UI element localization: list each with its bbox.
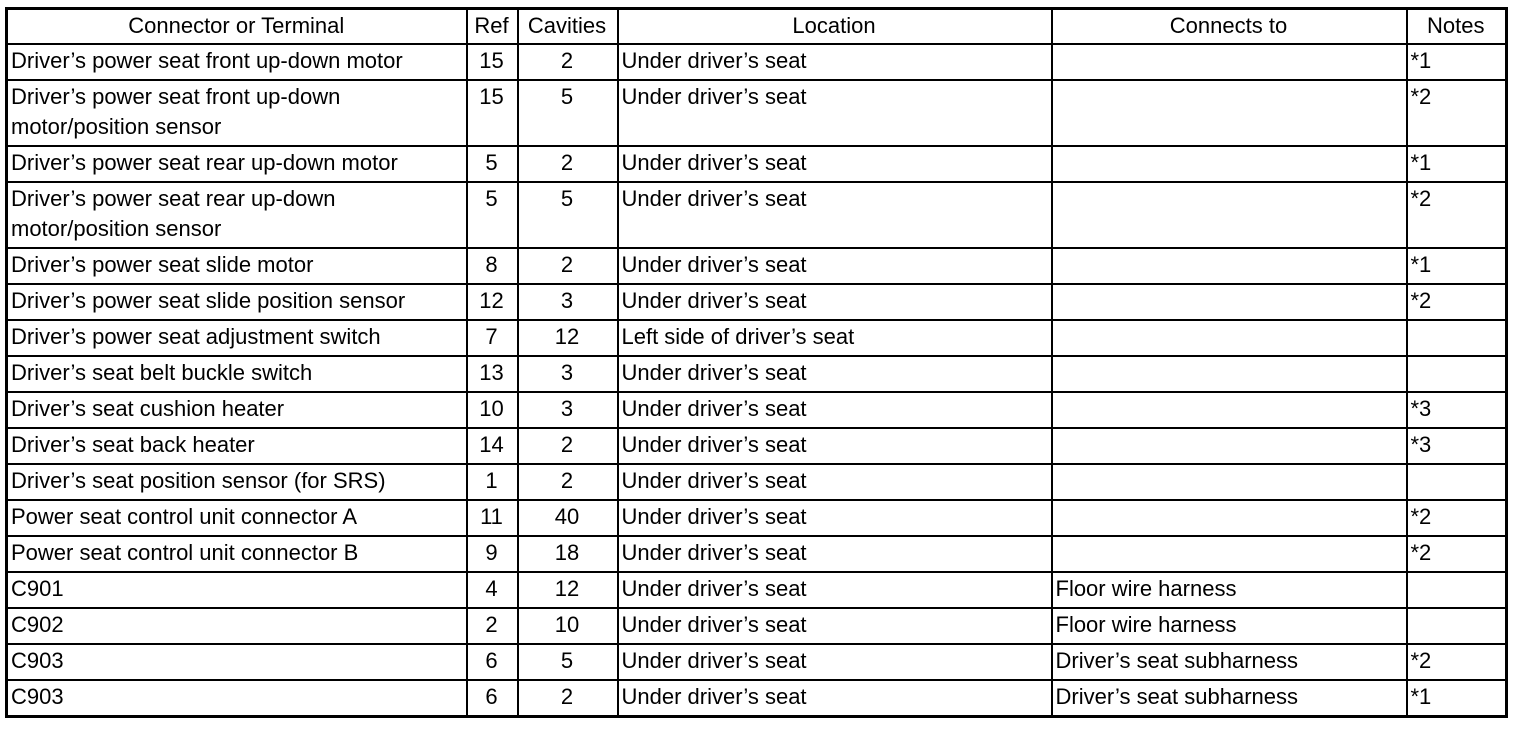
cell-cavities: 3 [518, 284, 618, 320]
cell-location: Under driver’s seat [618, 182, 1052, 248]
header-ref: Ref [467, 9, 518, 45]
cell-notes [1407, 464, 1507, 500]
cell-connects-to: Floor wire harness [1052, 608, 1407, 644]
table-row [7, 80, 1507, 146]
cell-location: Under driver’s seat [618, 248, 1052, 284]
cell-connector: Driver’s power seat adjustment switch [7, 320, 467, 356]
cell-location: Under driver’s seat [618, 284, 1052, 320]
cell-connector: Power seat control unit connector B [7, 536, 467, 572]
cell-connector: Driver’s seat back heater [7, 428, 467, 464]
cell-connects-to [1052, 284, 1407, 320]
cell-location: Under driver’s seat [618, 500, 1052, 536]
cell-cavities: 5 [518, 182, 618, 248]
cell-notes: *2 [1407, 644, 1507, 680]
cell-ref: 5 [467, 146, 518, 182]
cell-location: Left side of driver’s seat [618, 320, 1052, 356]
cell-connector: C901 [7, 572, 467, 608]
table-body [7, 44, 1507, 717]
cell-ref: 2 [467, 608, 518, 644]
cell-notes: *3 [1407, 428, 1507, 464]
cell-cavities: 5 [518, 644, 618, 680]
cell-ref: 6 [467, 644, 518, 680]
cell-connector: Driver’s power seat slide motor [7, 248, 467, 284]
connector-table-container [5, 7, 1508, 718]
table-row [7, 182, 1507, 248]
cell-connector: Driver’s seat cushion heater [7, 392, 467, 428]
cell-connects-to [1052, 182, 1407, 248]
cell-location: Under driver’s seat [618, 80, 1052, 146]
cell-ref: 5 [467, 182, 518, 248]
cell-ref: 9 [467, 536, 518, 572]
cell-connector: Driver’s seat position sensor (for SRS) [7, 464, 467, 500]
table-row [7, 464, 1507, 500]
cell-location: Under driver’s seat [618, 680, 1052, 717]
cell-location: Under driver’s seat [618, 572, 1052, 608]
cell-notes: *2 [1407, 284, 1507, 320]
cell-connects-to [1052, 80, 1407, 146]
cell-cavities: 2 [518, 464, 618, 500]
cell-notes [1407, 356, 1507, 392]
cell-connects-to: Driver’s seat subharness [1052, 644, 1407, 680]
cell-connects-to [1052, 356, 1407, 392]
table-row [7, 500, 1507, 536]
table-row [7, 284, 1507, 320]
cell-connects-to [1052, 146, 1407, 182]
cell-cavities: 3 [518, 356, 618, 392]
cell-notes: *2 [1407, 182, 1507, 248]
table-row [7, 356, 1507, 392]
connector-table [5, 7, 1508, 718]
cell-connector: Driver’s power seat front up-down motor/position sensor [7, 80, 467, 146]
cell-ref: 4 [467, 572, 518, 608]
table-row [7, 44, 1507, 80]
table-row [7, 392, 1507, 428]
cell-location: Under driver’s seat [618, 44, 1052, 80]
cell-cavities: 40 [518, 500, 618, 536]
cell-connects-to [1052, 44, 1407, 80]
header-cavities: Cavities [518, 9, 618, 45]
cell-connector: Power seat control unit connector A [7, 500, 467, 536]
cell-ref: 15 [467, 80, 518, 146]
cell-location: Under driver’s seat [618, 536, 1052, 572]
cell-cavities: 2 [518, 146, 618, 182]
cell-connector: C902 [7, 608, 467, 644]
cell-location: Under driver’s seat [618, 644, 1052, 680]
cell-ref: 14 [467, 428, 518, 464]
table-row [7, 572, 1507, 608]
cell-ref: 11 [467, 500, 518, 536]
cell-connects-to: Driver’s seat subharness [1052, 680, 1407, 717]
cell-location: Under driver’s seat [618, 428, 1052, 464]
cell-connects-to [1052, 500, 1407, 536]
cell-cavities: 18 [518, 536, 618, 572]
cell-ref: 7 [467, 320, 518, 356]
cell-location: Under driver’s seat [618, 392, 1052, 428]
cell-connector: Driver’s power seat front up-down motor [7, 44, 467, 80]
cell-connects-to [1052, 392, 1407, 428]
cell-location: Under driver’s seat [618, 146, 1052, 182]
cell-cavities: 5 [518, 80, 618, 146]
cell-cavities: 2 [518, 44, 618, 80]
cell-connects-to: Floor wire harness [1052, 572, 1407, 608]
cell-connector: Driver’s power seat rear up-down motor/position sensor [7, 182, 467, 248]
cell-notes: *2 [1407, 500, 1507, 536]
header-connector: Connector or Terminal [7, 9, 467, 45]
cell-connects-to [1052, 464, 1407, 500]
cell-connects-to [1052, 320, 1407, 356]
cell-ref: 10 [467, 392, 518, 428]
cell-notes [1407, 608, 1507, 644]
header-connects-to: Connects to [1052, 9, 1407, 45]
cell-notes: *2 [1407, 80, 1507, 146]
table-row [7, 644, 1507, 680]
cell-ref: 6 [467, 680, 518, 717]
cell-notes: *3 [1407, 392, 1507, 428]
cell-notes: *1 [1407, 248, 1507, 284]
header-location: Location [618, 9, 1052, 45]
cell-connector: Driver’s power seat slide position sensor [7, 284, 467, 320]
cell-location: Under driver’s seat [618, 464, 1052, 500]
cell-cavities: 12 [518, 320, 618, 356]
cell-cavities: 10 [518, 608, 618, 644]
cell-cavities: 2 [518, 680, 618, 717]
table-row [7, 428, 1507, 464]
cell-ref: 8 [467, 248, 518, 284]
header-row [7, 9, 1507, 45]
cell-location: Under driver’s seat [618, 356, 1052, 392]
cell-connector: Driver’s power seat rear up-down motor [7, 146, 467, 182]
table-row [7, 608, 1507, 644]
cell-cavities: 2 [518, 248, 618, 284]
header-notes: Notes [1407, 9, 1507, 45]
cell-notes: *1 [1407, 44, 1507, 80]
cell-connects-to [1052, 536, 1407, 572]
cell-cavities: 12 [518, 572, 618, 608]
cell-ref: 13 [467, 356, 518, 392]
table-row [7, 680, 1507, 717]
cell-notes [1407, 572, 1507, 608]
cell-ref: 15 [467, 44, 518, 80]
cell-cavities: 3 [518, 392, 618, 428]
cell-notes: *2 [1407, 536, 1507, 572]
cell-notes: *1 [1407, 680, 1507, 717]
cell-ref: 1 [467, 464, 518, 500]
cell-connects-to [1052, 428, 1407, 464]
cell-location: Under driver’s seat [618, 608, 1052, 644]
cell-connector: C903 [7, 644, 467, 680]
cell-connector: Driver’s seat belt buckle switch [7, 356, 467, 392]
cell-connects-to [1052, 248, 1407, 284]
table-row [7, 146, 1507, 182]
cell-ref: 12 [467, 284, 518, 320]
cell-notes [1407, 320, 1507, 356]
cell-notes: *1 [1407, 146, 1507, 182]
table-row [7, 320, 1507, 356]
table-row [7, 248, 1507, 284]
table-row [7, 536, 1507, 572]
cell-cavities: 2 [518, 428, 618, 464]
cell-connector: C903 [7, 680, 467, 717]
